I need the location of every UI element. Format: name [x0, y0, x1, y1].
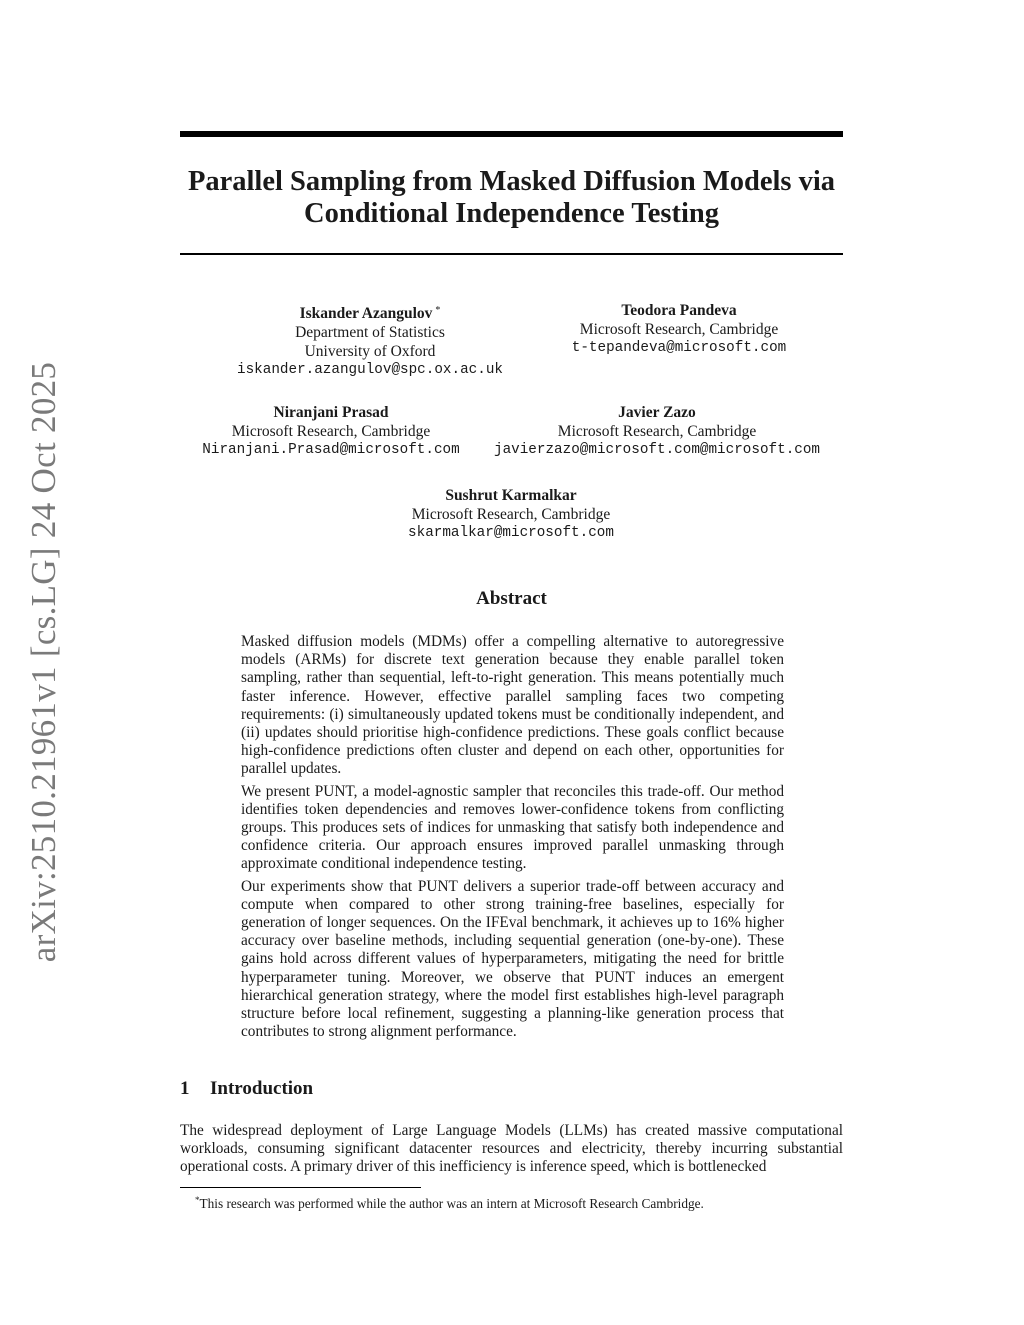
- title-top-rule: [180, 131, 843, 137]
- title-bottom-rule: [180, 253, 843, 255]
- author-name: Sushrut Karmalkar: [445, 487, 577, 504]
- author-email[interactable]: iskander.azangulov@spc.ox.ac.uk: [237, 362, 503, 378]
- author-affiliation: Microsoft Research, Cambridge: [231, 423, 431, 440]
- introduction-paragraph: The widespread deployment of Large Language Models (LLMs) has created massive computational workloads, consuming significant datacenter resources and electricity, thereby incurring substantial operational costs. A primary driver of this inefficiency is inference speed, which is bottlenecked: [180, 1122, 843, 1176]
- footnote-rule: [180, 1187, 421, 1188]
- author-affiliation: Microsoft Research, Cambridge: [411, 506, 611, 523]
- footnote-mark: *: [195, 1195, 200, 1205]
- author-email[interactable]: Niranjani.Prasad@microsoft.com: [202, 442, 460, 458]
- author-name: Teodora Pandeva: [621, 302, 737, 319]
- footnote: [195, 1192, 704, 1212]
- title-line-2: Conditional Independence Testing: [304, 198, 719, 229]
- author-affiliation: Microsoft Research, Cambridge: [557, 423, 757, 440]
- abstract-body: [241, 633, 784, 1045]
- footnote-marker: *: [435, 305, 441, 316]
- abstract-heading: Abstract: [476, 588, 547, 609]
- author-email[interactable]: t-tepandeva@microsoft.com: [571, 340, 787, 356]
- author-block-azangulov: [237, 301, 503, 380]
- section-title: Introduction: [210, 1078, 314, 1099]
- author-affiliation: University of Oxford: [304, 343, 436, 360]
- author-name: Javier Zazo: [618, 404, 696, 421]
- author-affiliation: Microsoft Research, Cambridge: [579, 321, 779, 338]
- abstract-paragraph: Our experiments show that PUNT delivers a superior trade-off between accuracy and compute when compared to other strong training-free baselines, especially for generation of longer sequences. On the IFEval benchmark, it achieves up to 16% higher accuracy over baseline methods, including sequential generation (one-by-one). These gains hold across different values of hyperparameters, mitigating the need for brittle hyperparameter tuning. Moreover, we observe that PUNT induces an emergent hierarchical generation strategy, where the model first establishes high-level paragraph structure before local refinement, suggesting a planning-like generation process that contributes to strong alignment performance.: [241, 877, 784, 1041]
- author-name: Iskander Azangulov *: [299, 305, 441, 322]
- arxiv-identifier: arXiv:2510.21961v1 [cs.LG] 24 Oct 2025: [24, 361, 63, 963]
- section-number: 1: [180, 1078, 190, 1099]
- abstract-paragraph: We present PUNT, a model-agnostic sampler that reconciles this trade-off. Our method identifies token dependencies and removes lower-confidence tokens from conflicting groups. This produces sets of indices for unmasking that satisfy both independence and confidence criteria. Our approach ensures improved parallel unmasking through approximate conditional independence testing.: [241, 782, 784, 873]
- section-heading-introduction: [180, 1078, 313, 1100]
- author-block-pandeva: [572, 301, 787, 358]
- footnote-text: This research was performed while the author was an intern at Microsoft Research Cambridge.: [199, 1196, 704, 1211]
- author-name: Niranjani Prasad: [273, 404, 389, 421]
- author-email[interactable]: javierzazo@microsoft.com@microsoft.com: [493, 442, 821, 458]
- author-block-zazo: [494, 403, 820, 460]
- abstract-paragraph: Masked diffusion models (MDMs) offer a compelling alternative to autoregressive models (ARMs) for discrete text generation because they enable parallel token sampling, rather than sequential, left-to-right generation. This means potentially much faster inference. However, effective parallel sampling faces two competing requirements: (i) simultaneously updated tokens must be conditionally independent, and (ii) updates should prioritise high-confidence predictions. These goals conflict because high-confidence predictions often cluster and depend on each other, opportunities for parallel updates.: [241, 633, 784, 778]
- paper-title: [180, 166, 843, 230]
- author-affiliation: Department of Statistics: [295, 324, 445, 341]
- author-block-prasad: [202, 403, 459, 460]
- author-block-karmalkar: [408, 486, 614, 543]
- author-email[interactable]: skarmalkar@microsoft.com: [408, 525, 614, 541]
- title-line-1: Parallel Sampling from Masked Diffusion Models via: [187, 166, 836, 197]
